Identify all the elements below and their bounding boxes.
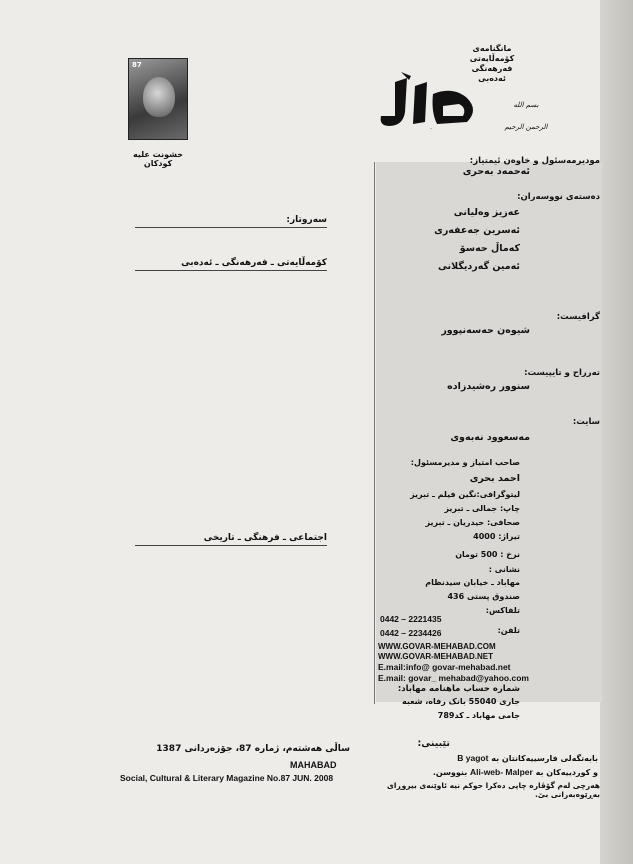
address: مهاباد ـ خیابان سیدنظام bbox=[425, 578, 520, 587]
section-rule bbox=[135, 227, 327, 228]
fax-label: تلفاکس: bbox=[485, 606, 520, 615]
editor-label: مودیرمەسئول و خاوەن ئیمتیاز: bbox=[469, 156, 600, 166]
footer-subtitle: Social, Cultural & Literary Magazine No.87 JUN. 2008 bbox=[120, 773, 334, 783]
address-label: نشانی : bbox=[488, 565, 520, 574]
page-edge-shadow bbox=[600, 0, 633, 864]
column-divider bbox=[374, 162, 375, 704]
po-box: صندوق پستی 436 bbox=[447, 592, 520, 601]
child-face-image bbox=[143, 77, 175, 117]
board-member: عەزیز وەلیانی bbox=[453, 207, 520, 218]
toc-heading: سەروتار: bbox=[286, 215, 327, 225]
price: نرخ : 500 تومان bbox=[455, 550, 520, 559]
note-line-3: هەرچی لەم گۆڤارە چاپی دەکرا حوکم نیە ئاوێنەی بیروڕای بەڕێوەبەرانی بێ. bbox=[387, 781, 600, 799]
board-member: ئەمین گەردیگلانی bbox=[437, 261, 520, 272]
board-label: دەستەی نووسەران: bbox=[517, 192, 600, 202]
website-com[interactable]: WWW.GOVAR-MEHABAD.COM bbox=[378, 642, 496, 651]
note-text: و کوردییەکان بە bbox=[535, 768, 598, 777]
cover-issue-number: 87 bbox=[132, 61, 142, 69]
tagline-line: کۆمەڵایەتی bbox=[469, 54, 515, 63]
toc-section-social: کۆمەڵایەتی ـ فەرهەنگی ـ ئەدەبی bbox=[181, 258, 327, 268]
masthead-tagline bbox=[452, 44, 532, 84]
layout-label: تەرراح و تایپیست: bbox=[524, 368, 600, 378]
cover-caption: خشونت علیه کودکان bbox=[132, 150, 184, 168]
bank-account-line: جامی مهاباد ـ کد789 bbox=[437, 711, 520, 720]
bismillah-calligraphy: بسم الله الرحمن الرحيم bbox=[504, 101, 548, 131]
owner-name: احمد بحری bbox=[469, 473, 520, 484]
owner-label: صاحب امتیاز و مدیرمسئول: bbox=[410, 458, 520, 467]
board-member: ئەسرین جەعفەری bbox=[434, 225, 520, 236]
site-label: سایت: bbox=[572, 417, 600, 427]
circulation: تیراژ: 4000 bbox=[473, 532, 520, 541]
tagline-line: فەرهەنگی bbox=[471, 64, 513, 73]
graphic-label: گرافیست: bbox=[556, 312, 600, 322]
section-rule bbox=[135, 270, 327, 271]
footer-title: MAHABAD bbox=[290, 760, 337, 770]
note-text: بنووسن. bbox=[432, 768, 468, 777]
editor-name: ئەحمەد بەحری bbox=[462, 166, 530, 177]
email-yahoo[interactable]: E.mail: govar_ mehabad@yahoo.com bbox=[378, 673, 529, 683]
toc-section-cultural: اجتماعی ـ فرهنگی ـ تاریخی bbox=[203, 532, 327, 543]
logo-text: مهاباد bbox=[430, 129, 433, 130]
website-net[interactable]: WWW.GOVAR-MEHABAD.NET bbox=[378, 652, 493, 661]
cover-thumbnail bbox=[128, 58, 188, 140]
note-text: بابەتگەلی فارسییەکانتان بە bbox=[491, 754, 598, 763]
section-rule bbox=[135, 545, 327, 546]
lithography: لیتوگرافی:نگین فیلم ـ تبریز bbox=[410, 490, 520, 499]
printing: چاپ: جمالی ـ تبریز bbox=[444, 504, 520, 513]
binding: صحافی: حیدریان ـ تبریز bbox=[425, 518, 520, 527]
note-english: B yagot bbox=[457, 753, 489, 763]
phone-label: تلفن: bbox=[497, 626, 520, 635]
tagline-line: ئەدەبی bbox=[478, 74, 506, 83]
bank-account-line: جاری 55040 بانک رفاه، شعبه bbox=[401, 697, 520, 706]
phone-number: 0442 – 2234426 bbox=[380, 628, 442, 638]
layout-name: سنوور رەشیدزادە bbox=[447, 381, 530, 392]
note-title: تێبینی: bbox=[417, 738, 450, 749]
bank-account-title: شمارە حساب ماهنامە مهاباد: bbox=[397, 684, 520, 694]
email-info[interactable]: E.mail:info@ govar-mehabad.net bbox=[378, 662, 511, 672]
graphic-name: شیوەن حەسەنپوور bbox=[441, 325, 530, 336]
issue-line: ساڵی هەشتەم، ژمارە 87، جۆزەردانی 1387 bbox=[156, 744, 350, 754]
tagline-line: مانگنامەی bbox=[472, 44, 512, 53]
note-english: Ali-web- Malper bbox=[470, 767, 533, 777]
note-line-1 bbox=[380, 753, 598, 763]
board-member: کەماڵ حەسۆ bbox=[459, 243, 520, 254]
note-line-2 bbox=[380, 767, 598, 777]
fax-number: 0442 – 2221435 bbox=[380, 614, 442, 624]
site-name: مەسعوود نەبەوی bbox=[450, 432, 530, 443]
